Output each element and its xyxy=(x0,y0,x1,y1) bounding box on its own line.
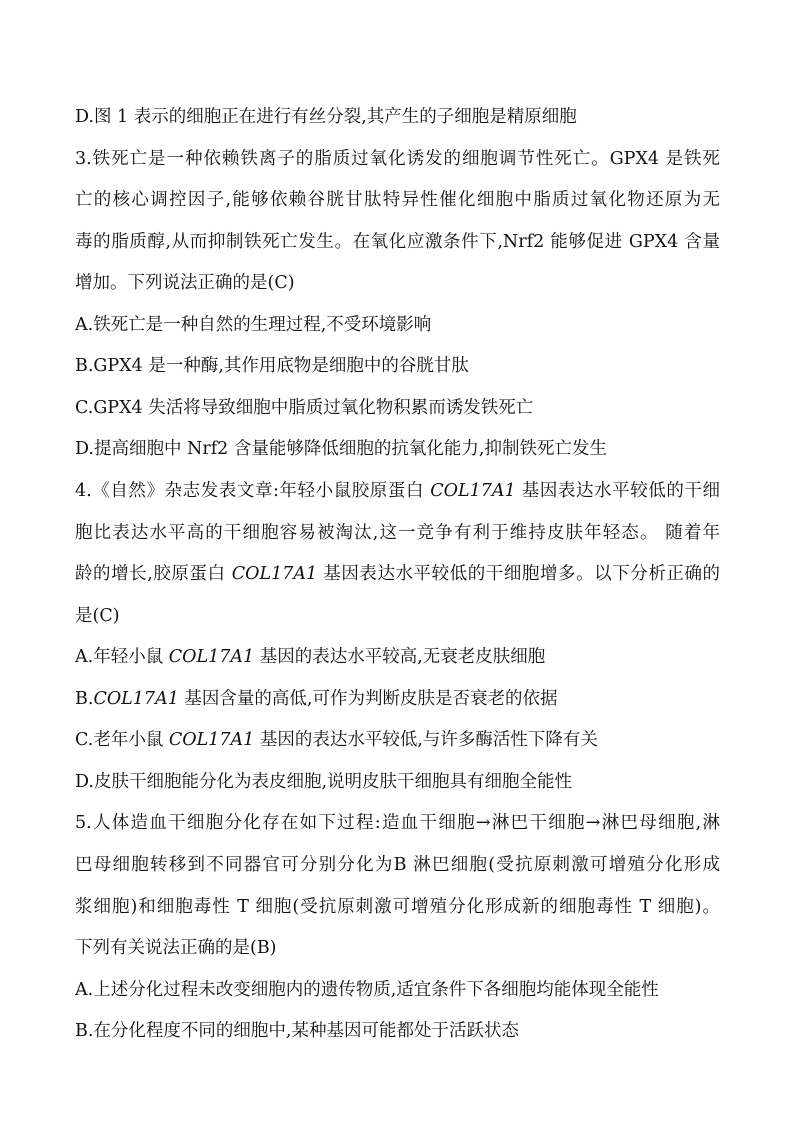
line-14-post: 基因的表达水平较高,无衰老皮肤细胞 xyxy=(254,647,546,667)
line-15-post: 基因含量的高低,可作为判断皮肤是否衰老的依据 xyxy=(178,689,558,709)
line-10-post: 基因表达水平较低的干细 xyxy=(515,481,721,501)
text-line-19: 巴母细胞转移到不同器官可分别分化为B 淋巴细胞(受抗原刺激可增殖分化形成 xyxy=(75,855,720,875)
text-line-6: A.铁死亡是一种自然的生理过程,不受环境影响 xyxy=(75,315,432,335)
text-line-17: D.皮肤干细胞能分化为表皮细胞,说明皮肤干细胞具有细胞全能性 xyxy=(75,772,573,792)
text-line-9: D.提高细胞中 Nrf2 含量能够降低细胞的抗氧化能力,抑制铁死亡发生 xyxy=(75,439,607,459)
line-16-post: 基因的表达水平较低,与许多酶活性下降有关 xyxy=(254,730,598,750)
text-line-3: 亡的核心调控因子,能够依赖谷胱甘肽特异性催化细胞中脂质过氧化物还原为无 xyxy=(75,190,720,210)
gene-name: COL17A1 xyxy=(168,647,255,667)
text-line-7: B.GPX4 是一种酶,其作用底物是细胞中的谷胱甘肽 xyxy=(75,356,469,376)
text-line-16 xyxy=(75,728,598,752)
gene-name: COL17A1 xyxy=(430,481,516,501)
text-line-20: 浆细胞)和细胞毒性 T 细胞(受抗原刺激可增殖分化形成新的细胞毒性 T 细胞)。 xyxy=(75,897,720,917)
line-10-pre: 4.《自然》杂志发表文章:年轻小鼠胶原蛋白 xyxy=(75,481,431,501)
line-12-pre: 龄的增长,胶原蛋白 xyxy=(75,564,232,584)
text-line-21: 下列有关说法正确的是(B) xyxy=(75,938,277,958)
text-line-15 xyxy=(75,687,557,711)
line-14-pre: A.年轻小鼠 xyxy=(75,647,169,667)
text-line-4: 毒的脂质醇,从而抑制铁死亡发生。在氧化应激条件下,Nrf2 能够促进 GPX4 含量 xyxy=(75,232,720,252)
text-line-1: D.图 1 表示的细胞正在进行有丝分裂,其产生的子细胞是精原细胞 xyxy=(75,107,577,127)
text-line-23: B.在分化程度不同的细胞中,某种基因可能都处于活跃状态 xyxy=(75,1021,519,1041)
text-line-22: A.上述分化过程未改变细胞内的遗传物质,适宜条件下各细胞均能体现全能性 xyxy=(75,980,659,1000)
text-line-14 xyxy=(75,645,545,669)
line-15-pre: B. xyxy=(75,689,94,709)
text-line-18: 5.人体造血干细胞分化存在如下过程:造血干细胞→淋巴干细胞→淋巴母细胞,淋 xyxy=(75,813,720,833)
text-line-5: 增加。下列说法正确的是(C) xyxy=(75,273,295,293)
gene-name: COL17A1 xyxy=(168,730,255,750)
gene-name: COL17A1 xyxy=(93,689,179,709)
gene-name: COL17A1 xyxy=(231,564,318,584)
text-line-8: C.GPX4 失活将导致细胞中脂质过氧化物积累而诱发铁死亡 xyxy=(75,398,534,418)
text-line-11: 胞比表达水平高的干细胞容易被淘汰,这一竞争有利于维持皮肤年轻态。 随着年 xyxy=(75,523,720,543)
line-16-pre: C.老年小鼠 xyxy=(75,730,169,750)
line-12-post: 基因表达水平较低的干细胞增多。以下分析正确的 xyxy=(317,564,721,584)
text-line-12 xyxy=(75,562,720,586)
text-line-2: 3.铁死亡是一种依赖铁离子的脂质过氧化诱发的细胞调节性死亡。GPX4 是铁死 xyxy=(75,149,720,169)
text-line-10 xyxy=(75,479,720,503)
text-line-13: 是(C) xyxy=(75,606,120,626)
